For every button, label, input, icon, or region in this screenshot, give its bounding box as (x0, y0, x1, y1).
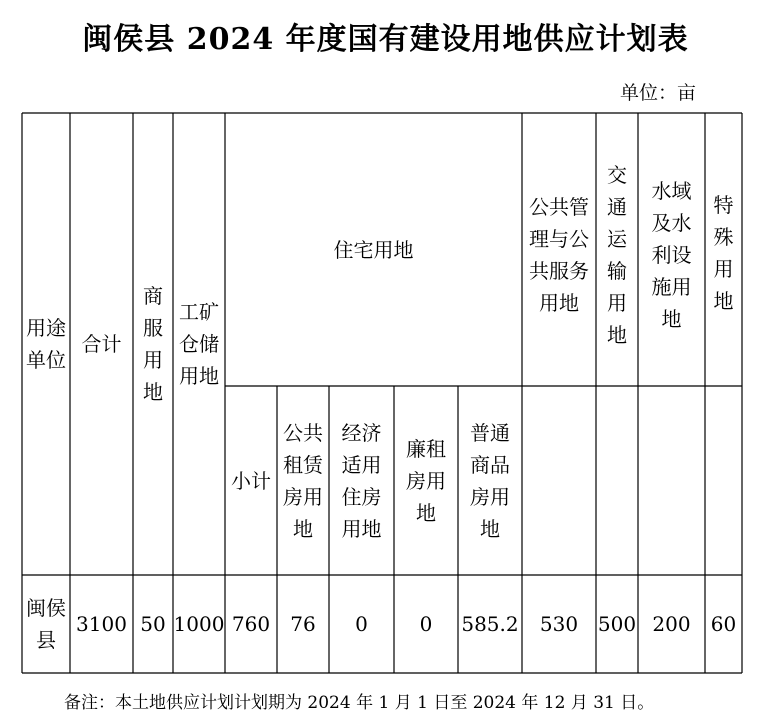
cell-line: 利设 (651, 243, 692, 267)
header-public-rental (277, 386, 329, 575)
cell-line: 廉租 (406, 436, 446, 461)
header-water (638, 145, 705, 365)
cell-line: 单位 (26, 348, 66, 372)
cell-line: 房用 (470, 484, 510, 509)
cell-line: 地 (713, 289, 734, 313)
header-use-unit (22, 113, 70, 575)
cell-public-rental: 76 (290, 612, 316, 636)
cell-line: 用地 (539, 291, 579, 315)
cell-line: 经济 (341, 420, 382, 445)
cell-line: 殊 (713, 225, 734, 249)
unit-label: 单位：亩 (620, 82, 697, 104)
cell-line: 工矿 (179, 300, 219, 324)
header-low-rent (394, 386, 458, 575)
header-commodity (458, 386, 522, 575)
cell-line: 地 (293, 516, 313, 541)
cell-line: 共服务 (529, 259, 589, 283)
header-affordable (329, 386, 394, 575)
cell-line: 房用 (406, 468, 446, 493)
cell-line: 通 (607, 195, 627, 219)
cell-line: 闽侯 (26, 596, 66, 620)
cell-line: 用 (713, 257, 734, 281)
header-commercial (133, 113, 173, 575)
cell-transport: 500 (597, 612, 637, 636)
cell-line: 用途 (26, 316, 66, 340)
cell-line: 仓储 (179, 332, 219, 356)
cell-line: 地 (480, 516, 500, 541)
cell-line: 租赁 (283, 452, 323, 477)
cell-line: 运 (607, 227, 627, 251)
cell-line: 公共 (283, 420, 323, 445)
cell-line: 商品 (470, 452, 510, 477)
cell-line: 理与公 (529, 227, 589, 251)
cell-line: 水域 (651, 179, 692, 203)
cell-line: 地 (607, 323, 627, 347)
cell-line: 住房 (341, 484, 382, 509)
cell-public-service: 530 (539, 612, 579, 636)
cell-line: 地 (143, 380, 163, 404)
cell-line: 施用 (651, 275, 692, 299)
page-title: 闽侯县 2024 年度国有建设用地供应计划表 (82, 22, 689, 57)
cell-low-rent: 0 (419, 612, 433, 636)
cell-line: 地 (416, 500, 436, 525)
cell-line: 用地 (341, 516, 382, 541)
cell-line: 地 (661, 307, 682, 331)
cell-commercial: 50 (140, 612, 166, 636)
cell-line: 商 (143, 284, 163, 308)
cell-line: 房用 (283, 484, 323, 509)
cell-line: 输 (607, 259, 627, 283)
header-special (705, 168, 742, 338)
row-unit (22, 575, 70, 673)
header-public-service (522, 150, 596, 360)
cell-commodity: 585.2 (461, 612, 519, 636)
header-transport (596, 128, 638, 382)
cell-line: 及水 (651, 211, 692, 235)
cell-line: 用地 (179, 364, 219, 388)
cell-line: 县 (36, 628, 56, 652)
cell-line: 服 (143, 316, 163, 340)
cell-water: 200 (652, 612, 691, 636)
header-industrial (173, 113, 225, 575)
cell-line: 交 (607, 163, 627, 187)
cell-special: 60 (710, 612, 737, 636)
cell-total: 3100 (76, 612, 127, 636)
cell-line: 特 (713, 193, 734, 217)
cell-industrial: 1000 (173, 612, 225, 636)
cell-line: 用 (143, 348, 163, 372)
cell-subtotal: 760 (231, 612, 271, 636)
header-residential: 住宅用地 (333, 237, 414, 262)
cell-line: 公共管 (529, 195, 589, 219)
cell-line: 适用 (341, 452, 382, 477)
header-subtotal: 小计 (231, 468, 271, 493)
header-total: 合计 (81, 332, 122, 356)
footnote: 备注：本土地供应计划计划期为 2024 年 1 月 1 日至 2024 年 12 月 31 日。 (64, 693, 655, 713)
cell-line: 用 (607, 291, 627, 315)
cell-affordable: 0 (355, 612, 368, 636)
cell-line: 普通 (470, 420, 510, 445)
